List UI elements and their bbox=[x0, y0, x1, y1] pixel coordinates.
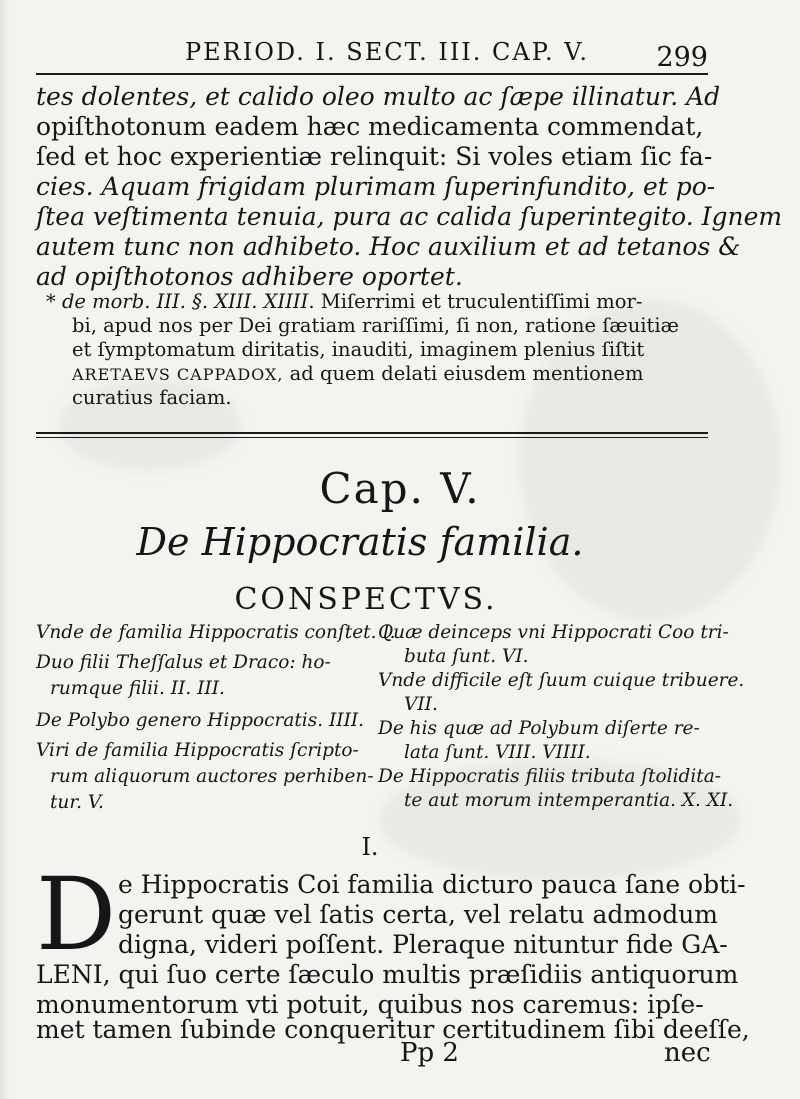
footnote-line bbox=[72, 362, 643, 387]
drop-cap: D bbox=[36, 856, 117, 973]
running-header: PERIOD. I. SECT. III. CAP. V. bbox=[185, 38, 590, 66]
chapter-title: Cap. V. bbox=[319, 464, 481, 513]
toc-left-line: tur. V. bbox=[50, 792, 104, 813]
toc-left-line: De Polybo genero Hippocratis. IIII. bbox=[36, 710, 365, 731]
text-line: ad opiſthotonos adhibere oportet. bbox=[36, 262, 463, 291]
toc-left-line: Viri de familia Hippocratis ſcripto- bbox=[36, 740, 359, 761]
footnote-text: ad quem delati eiusdem mentionem bbox=[289, 362, 644, 385]
body-line: met tamen ſubinde conqueritur certitudinem ſibi deeſſe, bbox=[36, 1015, 750, 1044]
toc-right-line: buta ſunt. VI. bbox=[404, 646, 529, 667]
toc-right-line: De Hippocratis filiis tributa ſtolidita- bbox=[378, 766, 721, 787]
toc-right-line: Vnde difficile eſt ſuum cuique tribuere. bbox=[378, 670, 745, 691]
text-line: autem tunc non adhibeto. Hoc auxilium et ad tetanos & bbox=[36, 232, 741, 261]
section-number: I. bbox=[361, 833, 379, 861]
chapter-subtitle: De Hippocratis familia. bbox=[136, 520, 584, 564]
header-rule bbox=[36, 73, 708, 75]
toc-right-line: lata ſunt. VIII. VIIII. bbox=[404, 742, 591, 763]
footnote-text: Miſerrimi et truculentiſſimi mor- bbox=[320, 290, 643, 313]
text-line: cies. Aquam frigidam plurimam ſuperinfundito, et po- bbox=[36, 172, 716, 201]
section-rule-thin bbox=[36, 437, 708, 438]
footnote-line: curatius faciam. bbox=[72, 386, 232, 409]
toc-right-line: te aut morum intemperantia. X. XI. bbox=[404, 790, 734, 811]
footnote-reference: de morb. III. §. XIII. XIIII. bbox=[61, 290, 315, 313]
toc-right-line: De his quæ ad Polybum diſerte re- bbox=[378, 718, 700, 739]
footnote-line bbox=[46, 290, 642, 314]
toc-left-line: Vnde de familia Hippocratis conſtet. I. bbox=[36, 622, 396, 643]
section-rule bbox=[36, 432, 708, 434]
body-line: e Hippocratis Coi familia dicturo pauca ſane obti- bbox=[118, 870, 746, 899]
signature-mark: Pp 2 bbox=[400, 1038, 459, 1068]
catchword: nec bbox=[664, 1038, 711, 1068]
toc-right-line: Quæ deinceps vni Hippocrati Coo tri- bbox=[378, 622, 729, 643]
text-line: opiſthotonum eadem hæc medicamenta commendat, bbox=[36, 112, 704, 141]
body-line: gerunt quæ vel ſatis certa, vel relatu admodum bbox=[118, 900, 718, 929]
text-line: ſed et hoc experientiæ relinquit: Si voles etiam ſic fa- bbox=[36, 142, 713, 171]
toc-left-line: rumque filii. II. III. bbox=[50, 678, 225, 699]
body-line: digna, videri poſſent. Pleraque nituntur fide GA- bbox=[118, 930, 728, 959]
footnote-line: bi, apud nos per Dei gratiam rariſſimi, ſi non, ratione ſæuitiæ bbox=[72, 314, 679, 337]
toc-right-line: VII. bbox=[404, 694, 438, 715]
body-line: monumentorum vti potuit, quibus nos caremus: ipſe- bbox=[36, 990, 704, 1019]
footnote-author-name: ARETAEVS CAPPADOX, bbox=[72, 365, 284, 384]
text-line: tes dolentes, et calido oleo multo ac ſæpe illinatur. Ad bbox=[36, 82, 721, 111]
text-line: ſtea veſtimenta tenuia, pura ac calida ſuperintegito. Ignem bbox=[36, 202, 783, 231]
toc-left-line: Duo filii Theſſalus et Draco: ho- bbox=[36, 652, 331, 673]
body-line: LENI, qui ſuo certe ſæculo multis præſidiis antiquorum bbox=[36, 960, 739, 989]
footnote-line: et ſymptomatum diritatis, inauditi, imaginem plenius ſiſtit bbox=[72, 338, 645, 361]
conspectus-heading: CONSPECTVS. bbox=[234, 582, 498, 617]
page-number: 299 bbox=[656, 42, 708, 73]
footnote-marker: * bbox=[46, 290, 56, 313]
toc-left-line: rum aliquorum auctores perhiben- bbox=[50, 766, 374, 787]
